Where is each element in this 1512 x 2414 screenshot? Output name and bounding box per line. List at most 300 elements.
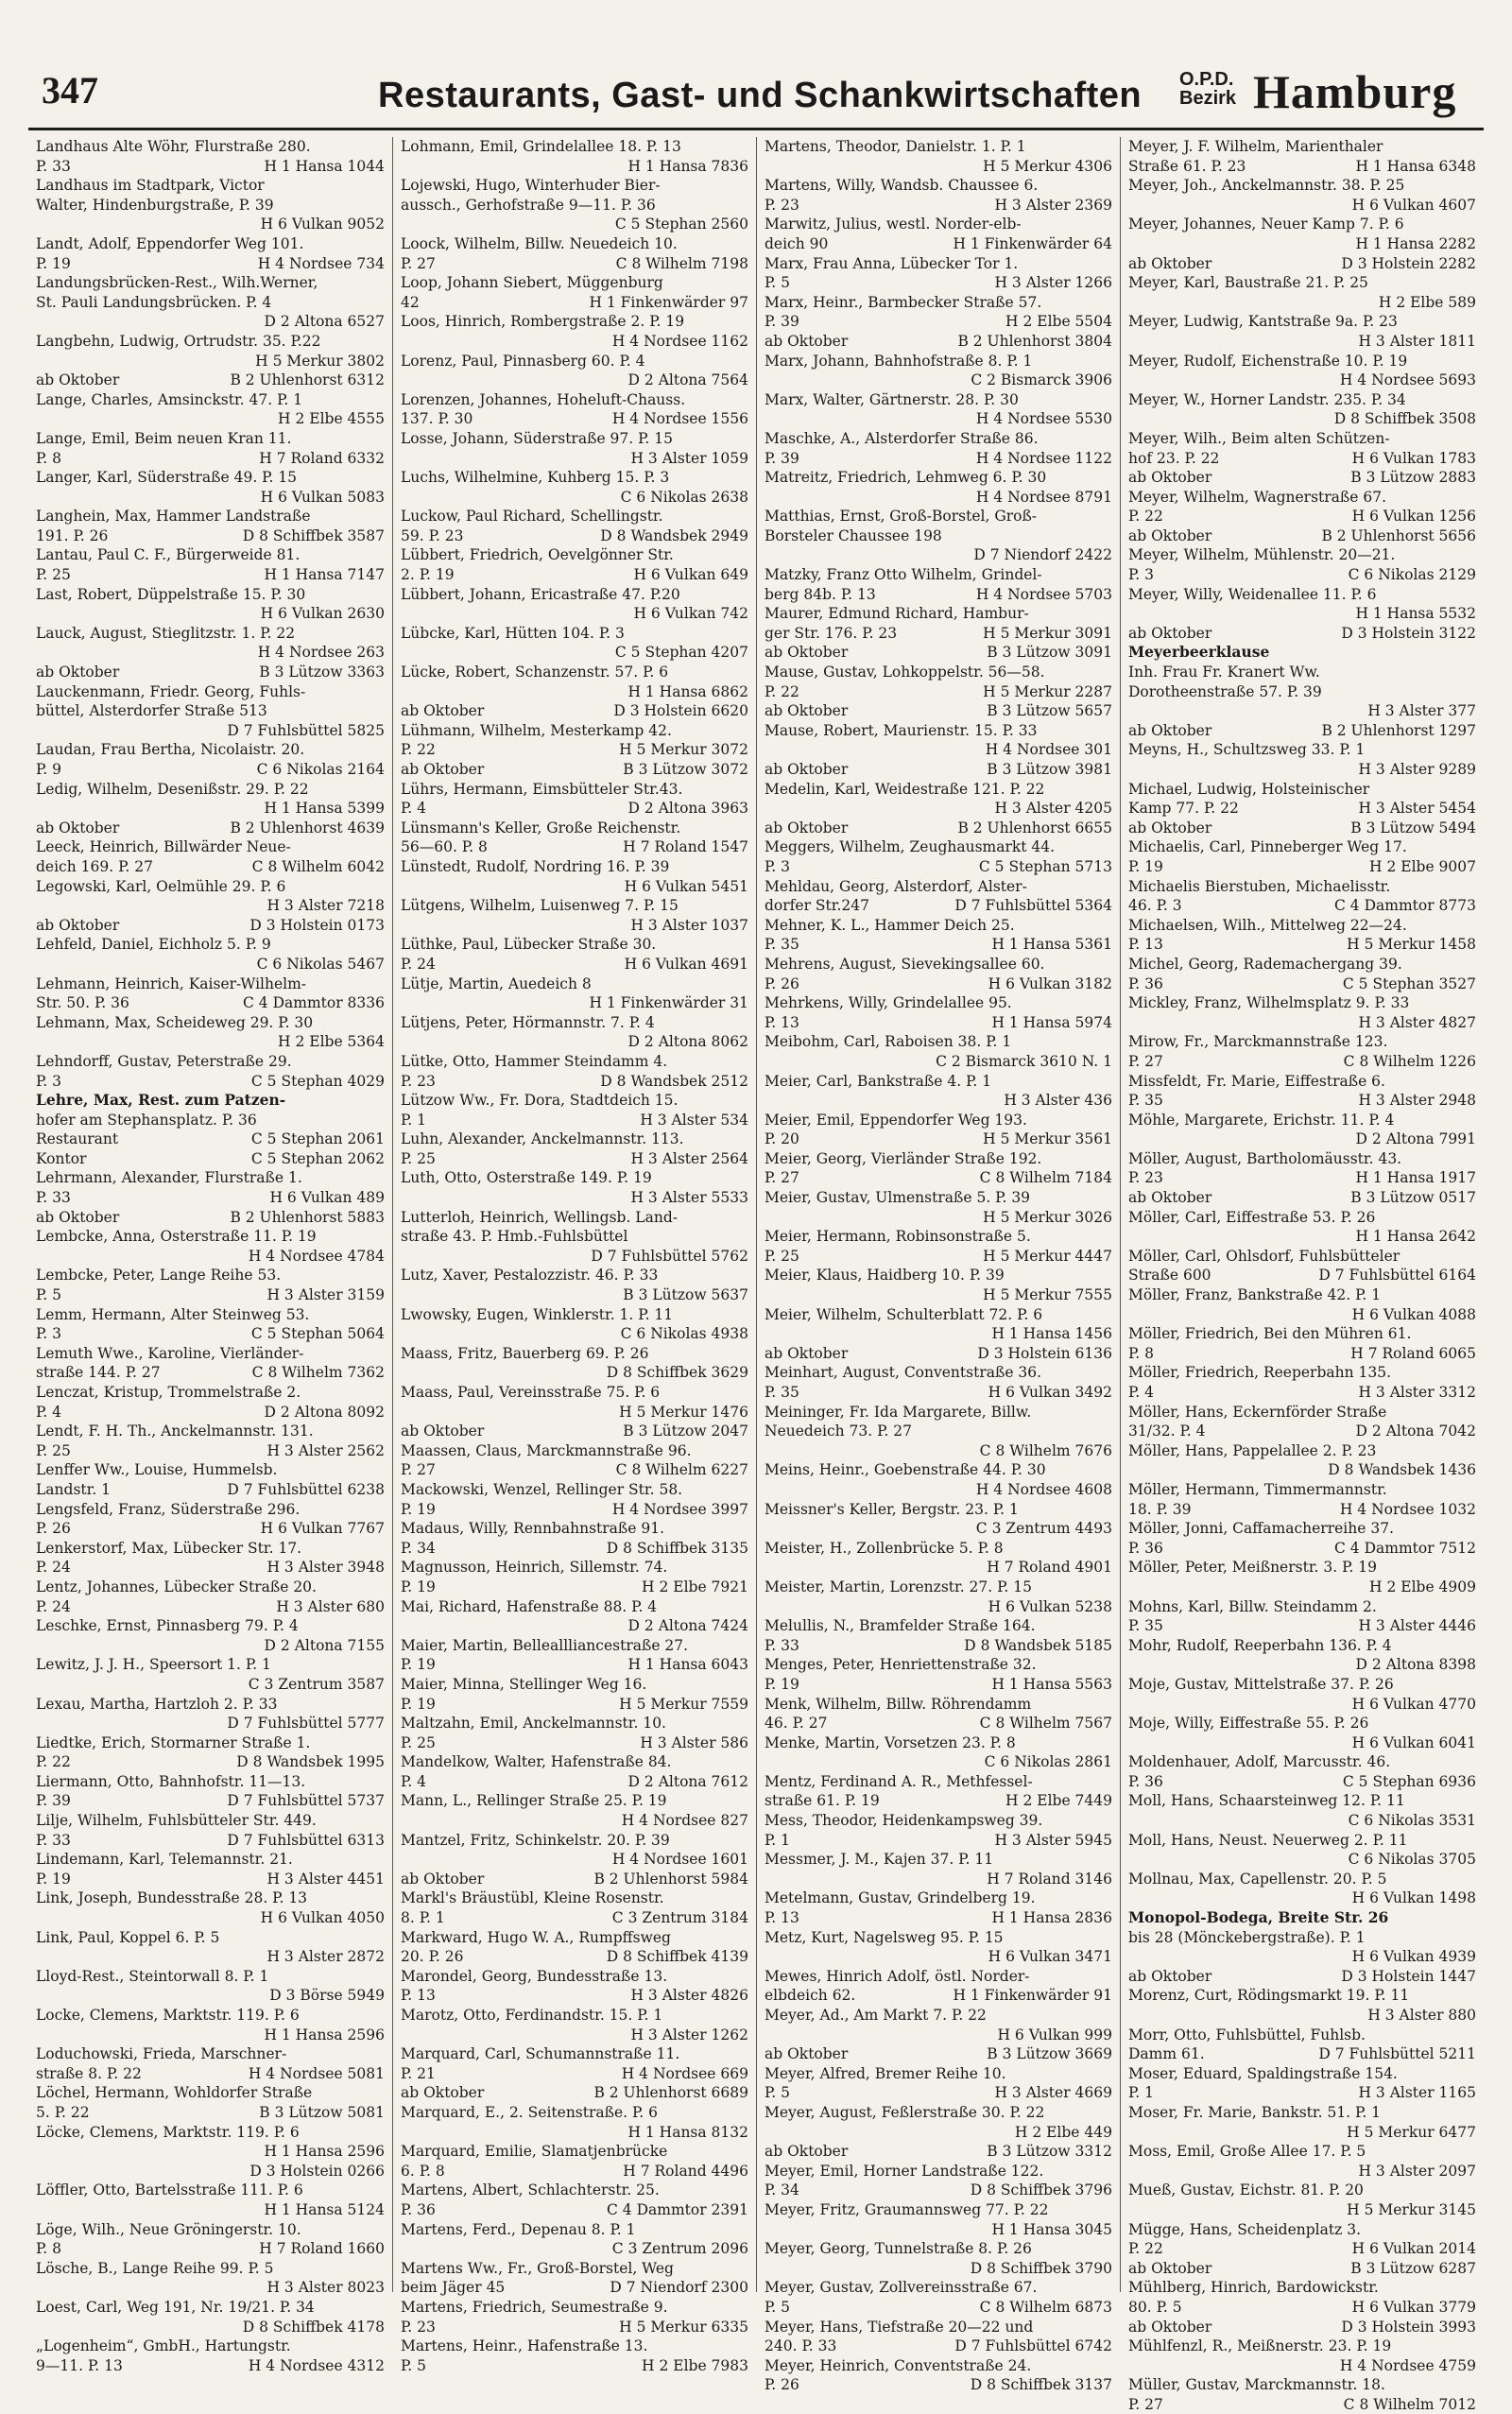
listing-text: P. 3 — [1128, 566, 1155, 584]
listing-line — [1128, 624, 1476, 644]
listing-line — [36, 371, 385, 390]
listing-text: Michaelis Bierstuben, Michaelisstr. — [1128, 877, 1391, 895]
listing-text: Borsteler Chaussee 198 — [765, 526, 942, 544]
listing-line — [401, 2103, 748, 2123]
listing-line — [765, 1947, 1112, 1967]
listing-phone: C 6 Nikolas 5467 — [256, 955, 385, 973]
listing-phone: D 2 Altona 7564 — [627, 371, 748, 389]
listing-phone: H 6 Vulkan 2014 — [1351, 2240, 1476, 2258]
listing-text: 20. P. 26 — [401, 1948, 464, 1966]
listing-line — [401, 507, 748, 526]
listing-line — [1128, 2123, 1476, 2143]
listing-text: Lützow Ww., Fr. Dora, Stadtdeich 15. — [401, 1092, 679, 1110]
listing-phone: H 2 Elbe 589 — [1378, 293, 1476, 311]
listing-phone: H 3 Alster 3312 — [1358, 1384, 1476, 1401]
listing-text: Lembcke, Peter, Lange Reihe 53. — [36, 1267, 282, 1285]
listing-phone: H 1 Hansa 6043 — [627, 1656, 748, 1674]
listing-line — [36, 1888, 385, 1908]
listing-line — [36, 526, 385, 546]
listing-line — [36, 1383, 385, 1403]
listing-phone: B 2 Uhlenhorst 5984 — [593, 1870, 748, 1888]
listing-text: Meyer, Alfred, Bremer Reihe 10. — [765, 2064, 1006, 2082]
listing-text: Moll, Hans, Neust. Neuerweg 2. P. 11 — [1128, 1831, 1408, 1849]
listing-text: Meier, Carl, Bankstraße 4. P. 1 — [765, 1072, 992, 1090]
listing-phone: D 7 Fuhlsbüttel 6238 — [227, 1480, 385, 1498]
listing-text: Meyer, Johannes, Neuer Kamp 7. P. 6 — [1128, 216, 1404, 233]
listing-line — [1128, 254, 1476, 274]
listing-phone: C 3 Zentrum 3587 — [248, 1675, 385, 1693]
listing-line — [36, 1247, 385, 1267]
listing-text: Meyer, Joh., Anckelmannstr. 38. P. 25 — [1128, 177, 1405, 195]
listing-text: Meyer, Wilhelm, Mühlenstr. 20—21. — [1128, 546, 1396, 564]
listing-line — [401, 2336, 748, 2356]
listing-text: Melullis, N., Bramfelder Straße 164. — [765, 1617, 1036, 1635]
listing-text: Luth, Otto, Osterstraße 149. P. 19 — [401, 1169, 652, 1187]
listing-line — [1128, 545, 1476, 565]
listing-text: Lantau, Paul C. F., Bürgerweide 81. — [36, 546, 301, 564]
listing-text: ab Oktober — [401, 1870, 485, 1888]
listing-line — [1128, 2200, 1476, 2220]
listing-line — [36, 1928, 385, 1948]
listing-text: Moser, Eduard, Spaldingstraße 154. — [1128, 2064, 1398, 2082]
listing-line — [36, 643, 385, 663]
listing-phone: H 3 Alster 534 — [640, 1111, 748, 1129]
listing-text: 18. P. 39 — [1128, 1500, 1192, 1518]
listing-text: Marondel, Georg, Bundesstraße 13. — [401, 1967, 668, 1985]
listing-line — [765, 1675, 1112, 1695]
listing-text: ab Oktober — [765, 761, 849, 778]
listing-phone: H 1 Hansa 7836 — [627, 157, 748, 175]
listing-line — [401, 780, 748, 800]
listing-line — [765, 2356, 1112, 2376]
listing-text: Meyer, Emil, Horner Landstraße 122. — [765, 2162, 1044, 2180]
listing-line — [765, 624, 1112, 644]
listing-phone: H 6 Vulkan 649 — [633, 566, 748, 584]
listing-line — [36, 1986, 385, 2006]
listing-line — [1128, 1655, 1476, 1675]
listing-phone: H 1 Hansa 6348 — [1355, 157, 1476, 175]
listing-line — [1128, 409, 1476, 429]
listing-line — [765, 2336, 1112, 2356]
listing-text: 46. P. 27 — [765, 1715, 828, 1733]
listing-line — [401, 1539, 748, 1559]
listing-line — [36, 1831, 385, 1851]
listing-line — [36, 2336, 385, 2356]
listing-text: P. 22 — [36, 1753, 71, 1771]
listing-phone: H 3 Alster 1266 — [994, 274, 1112, 292]
listing-text: ab Oktober — [36, 1208, 120, 1226]
listing-text: Mackowski, Wenzel, Rellinger Str. 58. — [401, 1480, 683, 1498]
listing-phone: H 1 Finkenwärder 97 — [589, 293, 748, 311]
listing-text: Mohns, Karl, Billw. Steindamm 2. — [1128, 1597, 1377, 1615]
listing-line — [1128, 507, 1476, 526]
listing-text: Meyer, Heinrich, Conventstraße 24. — [765, 2356, 1032, 2374]
listing-text: ab Oktober — [401, 2084, 485, 2102]
listing-line — [765, 2103, 1112, 2123]
listing-phone: C 6 Nikolas 2164 — [256, 761, 385, 778]
listing-line — [401, 1441, 748, 1461]
listing-phone: H 6 Vulkan 489 — [269, 1189, 385, 1207]
listing-line — [36, 2318, 385, 2337]
listing-line — [36, 1558, 385, 1578]
listing-line — [1128, 1403, 1476, 1423]
listing-text: Lilje, Wilhelm, Fuhlsbütteler Str. 449. — [36, 1812, 317, 1830]
listing-line — [36, 1422, 385, 1441]
listing-phone: H 3 Alster 1037 — [630, 916, 748, 934]
listing-line — [36, 332, 385, 352]
listing-phone: D 2 Altona 3963 — [627, 800, 748, 818]
listing-text: Marx, Walter, Gärtnerstr. 28. P. 30 — [765, 390, 1019, 408]
listing-line — [36, 2103, 385, 2123]
listing-phone: C 5 Stephan 2061 — [250, 1130, 385, 1148]
listing-line — [36, 488, 385, 508]
listing-line — [765, 2375, 1112, 2395]
listing-text: P. 36 — [401, 2200, 436, 2218]
listing-text: 31/32. P. 4 — [1128, 1423, 1206, 1440]
listing-phone: H 3 Alster 1811 — [1358, 332, 1476, 350]
listing-text: 42 — [401, 293, 420, 311]
listing-text: ab Oktober — [1128, 819, 1212, 836]
listing-line — [1128, 1519, 1476, 1539]
listing-text: Lindemann, Karl, Telemannstr. 21. — [36, 1851, 293, 1869]
listing-phone: H 3 Alster 9289 — [1358, 761, 1476, 778]
listing-text: Lührs, Hermann, Eimsbütteler Str.43. — [401, 780, 683, 798]
listing-text: Lengsfeld, Franz, Süderstraße 296. — [36, 1500, 301, 1518]
listing-line — [401, 1072, 748, 1092]
listing-phone: D 3 Holstein 2282 — [1341, 254, 1476, 272]
listing-phone: H 3 Alster 2562 — [266, 1441, 385, 1459]
listing-line — [401, 1675, 748, 1695]
listing-line — [1128, 1305, 1476, 1325]
listing-line — [1128, 837, 1476, 857]
listing-text: Meins, Heinr., Goebenstraße 44. P. 30 — [765, 1461, 1046, 1479]
listing-phone: D 7 Fuhlsbüttel 5737 — [227, 1792, 385, 1810]
listing-text: ger Str. 176. P. 23 — [765, 624, 898, 642]
listing-phone: H 1 Hansa 5124 — [264, 2200, 385, 2218]
listing-line — [36, 2162, 385, 2181]
listing-text: Losse, Johann, Süderstraße 97. P. 15 — [401, 429, 673, 447]
listing-line — [1128, 701, 1476, 721]
listing-text: Maass, Fritz, Bauerberg 69. P. 26 — [401, 1344, 649, 1362]
listing-line — [765, 877, 1112, 897]
listing-line — [765, 2259, 1112, 2279]
listing-text: Mandelkow, Walter, Hafenstraße 84. — [401, 1753, 672, 1771]
listing-text: P. 36 — [1128, 1772, 1163, 1790]
listing-text: Martens, Friedrich, Seumestraße 9. — [401, 2298, 668, 2316]
listing-line — [401, 1422, 748, 1441]
listing-line — [1128, 682, 1476, 702]
listing-line — [401, 2318, 748, 2337]
listing-text: Marquard, E., 2. Seitenstraße. P. 6 — [401, 2103, 659, 2121]
listing-phone: D 8 Wandsbek 1995 — [236, 1753, 385, 1771]
listing-line — [1128, 215, 1476, 234]
listing-line — [36, 604, 385, 624]
listing-text: Möller, Carl, Ohlsdorf, Fuhlsbütteler — [1128, 1247, 1400, 1265]
listing-text: P. 35 — [765, 1384, 799, 1401]
listing-text: Lütjens, Peter, Hörmannstr. 7. P. 4 — [401, 1013, 655, 1031]
listing-line — [1128, 1967, 1476, 1987]
listing-line — [401, 1344, 748, 1364]
listing-text: 56—60. P. 8 — [401, 838, 488, 856]
listing-line — [36, 955, 385, 974]
listing-line — [765, 545, 1112, 565]
listing-phone: H 5 Merkur 1476 — [619, 1403, 748, 1421]
listing-line — [401, 2181, 748, 2200]
listing-text: Meyer, Rudolf, Eichenstraße 10. P. 19 — [1128, 352, 1408, 370]
listing-text: P. 19 — [36, 1870, 71, 1888]
listing-line — [765, 740, 1112, 760]
listing-line — [1128, 1129, 1476, 1149]
listing-line — [1128, 1558, 1476, 1578]
listing-line — [1128, 1888, 1476, 1908]
listing-text: Meyer, August, Feßlerstraße 30. P. 22 — [765, 2103, 1045, 2121]
listing-phone: H 3 Alster 2564 — [630, 1149, 748, 1167]
listing-line — [36, 196, 385, 216]
listing-phone: H 4 Nordsee 301 — [985, 741, 1112, 759]
listing-line — [1128, 1733, 1476, 1753]
listing-line — [401, 1636, 748, 1656]
listing-line — [1128, 2395, 1476, 2414]
listing-text: P. 25 — [401, 1149, 436, 1167]
listing-line — [401, 234, 748, 254]
listing-line — [1128, 877, 1476, 897]
listing-phone: H 4 Nordsee 827 — [621, 1812, 748, 1830]
listing-text: ab Oktober — [765, 2045, 849, 2063]
listing-text: Möller, Hans, Pappelallee 2. P. 23 — [1128, 1441, 1377, 1459]
listing-phone: C 6 Nikolas 3705 — [1348, 1851, 1476, 1869]
listing-phone: C 6 Nikolas 2638 — [620, 488, 748, 506]
listing-line — [36, 2298, 385, 2318]
listing-text: Marx, Frau Anna, Lübecker Tor 1. — [765, 254, 1019, 272]
listing-text: Liedtke, Erich, Stormarner Straße 1. — [36, 1733, 311, 1751]
listing-text: Lünsmann's Keller, Große Reichenstr. — [401, 819, 681, 836]
listing-text: Kamp 77. P. 22 — [1128, 800, 1239, 818]
listing-line — [401, 604, 748, 624]
listing-text: Lemm, Hermann, Alter Steinweg 53. — [36, 1305, 310, 1323]
listing-text: straße 144. P. 27 — [36, 1364, 161, 1382]
listing-text: Meister, H., Zollenbrücke 5. P. 8 — [765, 1539, 1004, 1557]
listing-phone: H 4 Nordsee 1122 — [975, 449, 1112, 467]
listing-phone: B 3 Lützow 5081 — [259, 2103, 385, 2121]
listing-line — [36, 468, 385, 488]
listing-text: 9—11. P. 13 — [36, 2356, 123, 2374]
listing-line — [401, 1772, 748, 1792]
listing-phone: D 8 Schiffbek 3796 — [970, 2181, 1112, 2199]
listing-text: Medelin, Karl, Weidestraße 121. P. 22 — [765, 780, 1045, 798]
listing-line — [36, 780, 385, 800]
listing-line — [765, 857, 1112, 877]
listing-phone: B 3 Lützow 5637 — [623, 1286, 748, 1304]
listing-line — [765, 1227, 1112, 1247]
listing-line — [36, 1188, 385, 1208]
listing-text: Messmer, J. M., Kajen 37. P. 11 — [765, 1851, 994, 1869]
listing-line — [401, 215, 748, 234]
listing-line — [765, 1539, 1112, 1559]
listing-text: Lehmann, Max, Scheideweg 29. P. 30 — [36, 1013, 314, 1031]
listing-text: Meyer, Willy, Weidenallee 11. P. 6 — [1128, 585, 1377, 603]
listing-phone: H 4 Nordsee 669 — [621, 2064, 748, 2082]
listing-text: Mirow, Fr., Marckmannstraße 123. — [1128, 1033, 1388, 1051]
listing-text: Lohmann, Emil, Grindelallee 18. P. 13 — [401, 138, 681, 155]
listing-phone: D 7 Fuhlsbüttel 6742 — [954, 2337, 1112, 2355]
listing-phone: H 5 Merkur 3145 — [1347, 2200, 1476, 2218]
listing-text: ab Oktober — [36, 371, 120, 389]
listing-text: 80. P. 5 — [1128, 2298, 1182, 2316]
listing-text: Loop, Johann Siebert, Müggenburg — [401, 274, 663, 292]
listing-line — [1128, 2356, 1476, 2376]
listing-text: P. 33 — [36, 157, 71, 175]
listing-phone: H 3 Alster 5454 — [1358, 800, 1476, 818]
listing-line — [36, 916, 385, 936]
listing-phone: H 1 Finkenwärder 64 — [953, 234, 1112, 252]
listing-text: Link, Joseph, Bundesstraße 28. P. 13 — [36, 1889, 308, 1907]
listing-text: Marx, Heinr., Barmbecker Straße 57. — [765, 293, 1042, 311]
listing-line — [1128, 2026, 1476, 2045]
listing-phone: H 2 Elbe 5364 — [278, 1033, 385, 1051]
listing-phone: H 2 Elbe 449 — [1014, 2123, 1112, 2141]
listing-line — [36, 1675, 385, 1695]
listing-line — [36, 799, 385, 819]
listing-phone: C 8 Wilhelm 7362 — [251, 1364, 385, 1382]
listing-line — [401, 137, 748, 157]
listing-line — [1128, 780, 1476, 800]
listing-text: P. 33 — [765, 1636, 799, 1654]
listing-phone: H 5 Merkur 6477 — [1347, 2123, 1476, 2141]
listing-line — [1128, 1460, 1476, 1480]
listing-line — [401, 760, 748, 780]
listing-phone: H 3 Alster 7218 — [266, 897, 385, 915]
listing-line — [765, 1519, 1112, 1539]
listing-text: Madaus, Willy, Rennbahnstraße 91. — [401, 1520, 665, 1538]
listing-line — [401, 273, 748, 293]
listing-text: Link, Paul, Koppel 6. P. 5 — [36, 1928, 220, 1946]
listing-line — [1128, 1578, 1476, 1597]
listing-text: Möller, Peter, Meißnerstr. 3. P. 19 — [1128, 1559, 1377, 1577]
listing-phone: H 6 Vulkan 5451 — [624, 877, 748, 895]
listing-text: P. 27 — [765, 1169, 799, 1187]
listing-text: P. 13 — [765, 1013, 799, 1031]
listing-line — [36, 1208, 385, 1228]
listing-phone: H 6 Vulkan 3779 — [1351, 2298, 1476, 2316]
listing-text: Markward, Hugo W. A., Rumpffsweg — [401, 1928, 671, 1946]
listing-line — [36, 1791, 385, 1811]
listing-line — [765, 2064, 1112, 2084]
listing-text: Lenffer Ww., Louise, Hummelsb. — [36, 1461, 278, 1479]
listing-line — [765, 488, 1112, 508]
listing-line — [765, 896, 1112, 916]
listing-text: 137. P. 30 — [401, 410, 473, 428]
listing-line — [401, 1013, 748, 1033]
listing-phone: D 8 Schiffbek 4139 — [606, 1948, 748, 1966]
listing-line — [765, 429, 1112, 449]
listing-line — [765, 955, 1112, 974]
listing-text: Moje, Gustav, Mittelstraße 37. P. 26 — [1128, 1675, 1394, 1693]
listing-phone: D 7 Fuhlsbüttel 5762 — [591, 1247, 748, 1265]
listing-line — [1128, 1363, 1476, 1383]
listing-text: ab Oktober — [1128, 2259, 1212, 2277]
listing-line — [765, 1636, 1112, 1656]
listing-line — [401, 1986, 748, 2006]
listing-text: Inh. Frau Fr. Kranert Ww. — [1128, 664, 1320, 681]
listing-line — [36, 1636, 385, 1656]
listing-phone: D 8 Wandsbek 1436 — [1328, 1461, 1476, 1479]
listing-line — [1128, 2064, 1476, 2084]
listing-text: P. 3 — [36, 1072, 62, 1090]
listing-phone: H 6 Vulkan 4088 — [1351, 1305, 1476, 1323]
listing-text: Lange, Emil, Beim neuen Kran 11. — [36, 429, 292, 447]
listing-line — [401, 1733, 748, 1753]
listing-text: Restaurant — [36, 1130, 119, 1148]
listing-phone: H 2 Elbe 7449 — [1005, 1792, 1112, 1810]
listing-line — [401, 1791, 748, 1811]
listing-phone: H 4 Nordsee 1556 — [611, 410, 748, 428]
listing-line — [1128, 196, 1476, 216]
listing-phone: H 6 Vulkan 4770 — [1351, 1695, 1476, 1713]
opd-label: O.P.D. Bezirk — [1179, 69, 1237, 109]
listing-line — [401, 935, 748, 955]
listing-text: Meyer, W., Horner Landstr. 235. P. 34 — [1128, 390, 1406, 408]
listing-line — [765, 1695, 1112, 1715]
listing-line — [36, 2200, 385, 2220]
listing-text: P. 5 — [401, 2356, 427, 2374]
listing-phone: C 4 Dammtor 2391 — [607, 2200, 748, 2218]
listing-line — [1128, 1908, 1476, 1928]
listing-line — [401, 896, 748, 916]
listing-phone: B 2 Uhlenhorst 3804 — [957, 332, 1112, 350]
listing-line — [36, 2064, 385, 2084]
listing-text: Maier, Martin, Belleallliancestraße 27. — [401, 1636, 689, 1654]
listing-text: Meier, Emil, Eppendorfer Weg 193. — [765, 1111, 1027, 1129]
listing-phone: D 2 Altona 8092 — [264, 1403, 385, 1421]
listing-phone: H 4 Nordsee 5693 — [1339, 371, 1476, 389]
listing-line — [401, 2006, 748, 2026]
listing-text: P. 23 — [401, 2318, 436, 2336]
listing-line — [1128, 2278, 1476, 2298]
listing-line — [765, 1422, 1112, 1441]
listing-phone: H 3 Alster 1262 — [630, 2026, 748, 2043]
listing-text: Locke, Clemens, Marktstr. 119. P. 6 — [36, 2007, 300, 2024]
listing-phone: H 3 Alster 4826 — [630, 1987, 748, 2005]
listing-text: 2. P. 19 — [401, 566, 455, 584]
listing-line — [401, 254, 748, 274]
listing-phone: D 2 Altona 7155 — [264, 1636, 385, 1654]
listing-line — [765, 2006, 1112, 2026]
listing-line — [401, 1695, 748, 1715]
listing-line — [401, 468, 748, 488]
listing-line — [1128, 1986, 1476, 2006]
listing-line — [36, 1947, 385, 1967]
listing-phone: H 3 Alster 2097 — [1358, 2162, 1476, 2180]
listing-phone: H 6 Vulkan 4607 — [1351, 196, 1476, 214]
listing-phone: C 5 Stephan 5064 — [250, 1325, 385, 1343]
listing-line — [765, 1052, 1112, 1072]
listing-line — [36, 663, 385, 682]
listing-text: P. 33 — [36, 1189, 71, 1207]
listing-line — [401, 1558, 748, 1578]
listing-line — [765, 1344, 1112, 1364]
listing-text: 6. P. 8 — [401, 2162, 445, 2180]
listing-line — [765, 1480, 1112, 1500]
listing-line — [765, 682, 1112, 702]
listing-text: P. 8 — [36, 449, 62, 467]
listing-text: P. 8 — [36, 2240, 62, 2258]
listing-phone: H 4 Nordsee 3997 — [611, 1500, 748, 1518]
listing-line — [36, 273, 385, 293]
listing-text: Lübbert, Friedrich, Oevelgönner Str. — [401, 546, 674, 564]
listing-line — [401, 1227, 748, 1247]
listing-text: ab Oktober — [36, 664, 120, 681]
listing-phone: H 3 Alster 4669 — [994, 2084, 1112, 2102]
